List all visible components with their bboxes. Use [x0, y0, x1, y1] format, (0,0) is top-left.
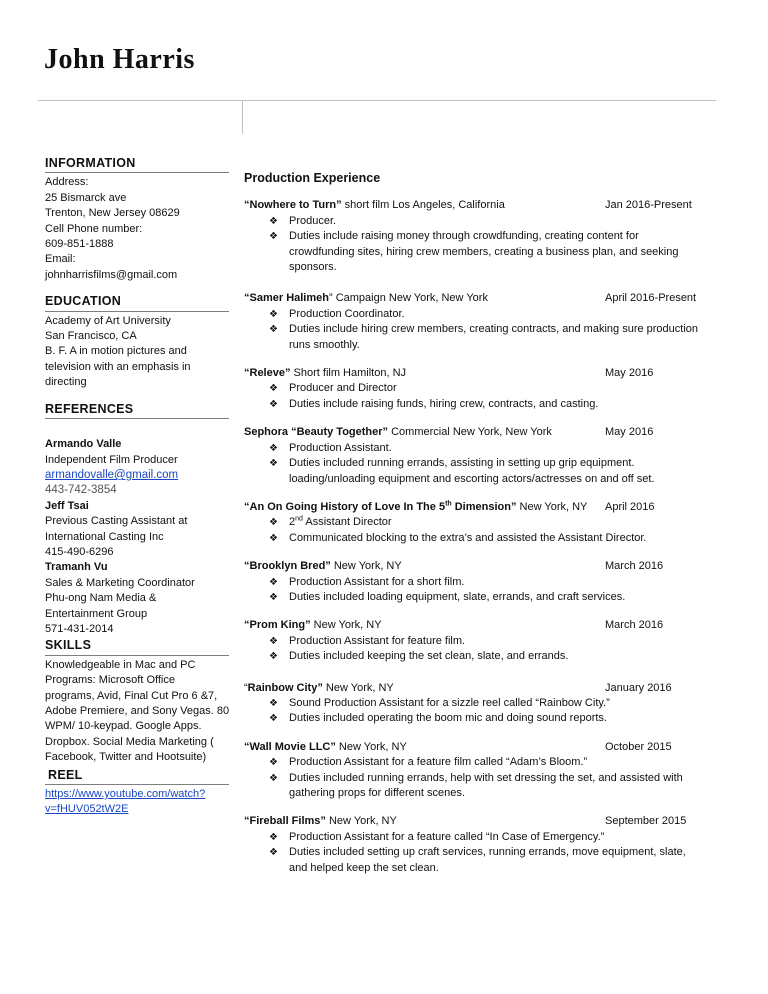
- bullet-line: Duties included setting up craft services, running errands, move equipment, slate,: [289, 846, 686, 859]
- job-location: New York, NY: [310, 619, 382, 632]
- job-location: New York, NY: [330, 560, 402, 573]
- job-heading: [244, 559, 724, 574]
- sidebar: [45, 156, 229, 818]
- job-location: ” Campaign New York, New York: [328, 292, 488, 305]
- job-title: “Releve”: [244, 367, 291, 380]
- job-bullet: [244, 307, 724, 322]
- job-title: “Prom King”: [244, 619, 311, 632]
- job-title-superscript: th: [445, 500, 452, 508]
- job-bullet: [244, 696, 724, 711]
- diamond-bullet-icon: ❖: [269, 772, 278, 784]
- reel-link-line[interactable]: v=fHUV052tW2E: [45, 803, 129, 816]
- diamond-bullet-icon: ❖: [269, 308, 278, 320]
- job-title: “Brooklyn Bred”: [244, 560, 331, 573]
- education-heading: EDUCATION: [45, 294, 229, 311]
- info-line: johnharrisfilms@gmail.com: [45, 268, 178, 281]
- diamond-bullet-icon: ❖: [269, 517, 278, 529]
- skills-line: programs, Avid, Final Cut Pro 6 &7,: [45, 689, 218, 702]
- job-heading: [244, 366, 724, 381]
- skills-line: Knowledgeable in Mac and PC: [45, 658, 196, 671]
- job-bullet: [244, 771, 724, 802]
- bullet-line: Duties included running errands, assisting in setting up grip equipment.: [289, 457, 635, 470]
- job-heading: [244, 425, 724, 440]
- bullet-line: Duties include raising money through crowdfunding, creating content for: [289, 230, 639, 243]
- job-date: Jan 2016-Present: [605, 199, 692, 212]
- job-heading: [244, 814, 724, 829]
- job-bullet: [244, 845, 724, 876]
- job-entry: [244, 425, 724, 487]
- bullet-line: Sound Production Assistant for a sizzle reel called “Rainbow City.”: [289, 696, 610, 709]
- bullet-line: loading/unloading equipment and escorting actors/actresses on and off set.: [289, 472, 655, 485]
- job-heading: [244, 618, 724, 633]
- diamond-bullet-icon: ❖: [269, 576, 278, 588]
- edu-line: B. F. A in motion pictures and: [45, 345, 187, 358]
- reference-email-link[interactable]: armandovalle@gmail.com: [45, 468, 179, 481]
- job-date: May 2016: [605, 426, 654, 439]
- job-list: [244, 198, 724, 876]
- bullet-line: Production Assistant.: [289, 441, 392, 454]
- job-title: Rainbow City”: [247, 681, 323, 694]
- bullet-line: Duties included operating the boom mic and doing sound reports.: [289, 712, 607, 725]
- bullet-line: Producer.: [289, 214, 337, 227]
- job-heading: [244, 681, 724, 696]
- diamond-bullet-icon: ❖: [269, 215, 278, 227]
- job-bullet: [244, 531, 724, 546]
- bullet-line: gathering props for different scenes.: [289, 787, 465, 799]
- job-bullet: [244, 397, 724, 412]
- job-date: April 2016-Present: [605, 292, 697, 305]
- diamond-bullet-icon: ❖: [269, 713, 278, 725]
- job-date: April 2016: [605, 500, 655, 513]
- diamond-bullet-icon: ❖: [269, 651, 278, 663]
- job-bullet: [244, 590, 724, 605]
- job-heading: [244, 740, 724, 755]
- references-heading: REFERENCES: [45, 402, 229, 419]
- job-bullet: [244, 322, 724, 353]
- info-line: Address:: [45, 176, 89, 189]
- skills-section: [45, 658, 229, 766]
- job-entry: [244, 681, 724, 727]
- diamond-bullet-icon: ❖: [269, 847, 278, 859]
- reel-heading: REEL: [45, 768, 229, 785]
- job-entry: [244, 198, 724, 275]
- bullet-line: Duties included running errands, help with set dressing the set, and assisted with: [289, 771, 683, 784]
- info-line: 609-851-1888: [45, 238, 114, 251]
- education-section: [45, 314, 229, 391]
- job-bullet: [244, 755, 724, 770]
- info-line: Email:: [45, 253, 76, 266]
- job-title: “Samer Halimeh: [244, 292, 329, 305]
- section-title: Production Experience: [244, 171, 381, 185]
- job-date: January 2016: [605, 681, 672, 694]
- diamond-bullet-icon: ❖: [269, 757, 278, 769]
- job-bullet: [244, 441, 724, 456]
- job-location: New York, NY: [322, 681, 394, 694]
- job-bullet: [244, 381, 724, 396]
- job-date: October 2015: [605, 740, 672, 753]
- job-bullet: [244, 229, 724, 275]
- reference-phone: 415-490-6296: [45, 545, 114, 558]
- resume-name: John Harris: [44, 44, 195, 75]
- diamond-bullet-icon: ❖: [269, 532, 278, 544]
- job-bullet: [244, 634, 724, 649]
- skills-heading: SKILLS: [45, 638, 229, 655]
- info-line: Cell Phone number:: [45, 222, 143, 235]
- diamond-bullet-icon: ❖: [269, 635, 278, 647]
- job-bullet: [244, 830, 724, 845]
- job-location: New York, NY: [516, 500, 588, 513]
- job-title: “Wall Movie LLC”: [244, 740, 336, 753]
- diamond-bullet-icon: ❖: [269, 324, 278, 336]
- column-divider: [242, 100, 243, 134]
- edu-line: Academy of Art University: [45, 314, 171, 327]
- job-entry: [244, 559, 724, 605]
- job-location: Commercial New York, New York: [388, 426, 552, 439]
- bullet-line: Production Coordinator.: [289, 307, 405, 320]
- bullet-line: sponsors.: [289, 261, 337, 274]
- job-bullet: [244, 214, 724, 229]
- reel-link[interactable]: [45, 787, 229, 818]
- bullet-line: Duties include hiring crew members, creating contracts, and making sure production: [289, 323, 699, 336]
- bullet-line: 2nd Assistant Director: [289, 515, 392, 529]
- job-entry: [244, 814, 724, 876]
- info-line: Trenton, New Jersey 08629: [45, 207, 180, 220]
- job-date: September 2015: [605, 815, 687, 828]
- job-bullet: [244, 711, 724, 726]
- reference-title: Previous Casting Assistant at: [45, 515, 188, 528]
- reference-title: Sales & Marketing Coordinator: [45, 576, 195, 589]
- info-line: 25 Bismarck ave: [45, 191, 127, 204]
- job-location: Short film Hamilton, NJ: [290, 367, 407, 380]
- bullet-line: Production Assistant for feature film.: [289, 634, 466, 647]
- job-bullet: [244, 649, 724, 664]
- reference-name: Tramanh Vu: [45, 561, 108, 574]
- skills-line: Programs: Microsoft Office: [45, 674, 175, 687]
- job-date: March 2016: [605, 619, 664, 632]
- job-title: Sephora “Beauty Together”: [244, 426, 389, 439]
- bullet-line: Communicated blocking to the extra’s and assisted the Assistant Director.: [289, 531, 647, 544]
- edu-line: directing: [45, 376, 87, 389]
- reference-title: Independent Film Producer: [45, 453, 178, 466]
- reference-name: Jeff Tsai: [45, 499, 89, 512]
- diamond-bullet-icon: ❖: [269, 398, 278, 410]
- skills-line: Facebook, Twitter and Hootsuite): [45, 751, 207, 764]
- main-content: [244, 171, 724, 876]
- bullet-line: Production Assistant for a feature film called “Adam’s Bloom.”: [289, 756, 588, 769]
- diamond-bullet-icon: ❖: [269, 831, 278, 843]
- references-section: [45, 421, 229, 637]
- reference-phone: 443-742-3854: [45, 484, 117, 497]
- job-date: May 2016: [605, 367, 654, 380]
- skills-line: WPM/ 10-keypad. Google Apps.: [45, 720, 202, 733]
- job-location: short film Los Angeles, California: [341, 199, 505, 212]
- reference-phone: 571-431-2014: [45, 622, 114, 635]
- reference-title: Entertainment Group: [45, 607, 148, 620]
- bullet-line: Production Assistant for a feature called “In Case of Emergency.”: [289, 830, 605, 843]
- edu-line: San Francisco, CA: [45, 330, 137, 343]
- job-entry: [244, 366, 724, 412]
- job-title: “Fireball Films”: [244, 815, 326, 828]
- job-entry: [244, 291, 724, 353]
- job-title: “Nowhere to Turn”: [244, 199, 342, 212]
- job-heading: [244, 500, 724, 515]
- job-entry: [244, 618, 724, 664]
- bullet-line: runs smoothly.: [289, 338, 360, 351]
- bullet-line: Duties included loading equipment, slate, errands, and craft services.: [289, 590, 626, 603]
- information-section: [45, 175, 229, 283]
- job-date: March 2016: [605, 560, 664, 573]
- job-heading: [244, 291, 724, 306]
- reference-title: Phu-ong Nam Media &: [45, 592, 157, 605]
- skills-line: Adobe Premiere, and Sony Vegas. 80: [45, 705, 230, 717]
- header-divider: [38, 100, 716, 101]
- skills-line: Dropbox. Social Media Marketing (: [45, 735, 214, 748]
- bullet-line: Producer and Director: [289, 382, 397, 395]
- diamond-bullet-icon: ❖: [269, 383, 278, 395]
- job-location: New York, NY: [325, 815, 397, 828]
- diamond-bullet-icon: ❖: [269, 458, 278, 470]
- diamond-bullet-icon: ❖: [269, 442, 278, 454]
- bullet-line: Duties include raising funds, hiring crew, contracts, and casting.: [289, 397, 599, 410]
- diamond-bullet-icon: ❖: [269, 591, 278, 603]
- job-title-prefix: “: [244, 681, 248, 694]
- job-bullet: [244, 575, 724, 590]
- bullet-line: Duties included keeping the set clean, slate, and errands.: [289, 650, 569, 663]
- reference-title: International Casting Inc: [45, 530, 164, 543]
- job-entry: [244, 740, 724, 802]
- diamond-bullet-icon: ❖: [269, 697, 278, 709]
- bullet-line: Production Assistant for a short film.: [289, 575, 465, 588]
- diamond-bullet-icon: ❖: [269, 231, 278, 243]
- edu-line: television with an emphasis in: [45, 360, 191, 373]
- bullet-line: crowdfunding sites, hiring crew members, creating a business plan, and seeking: [289, 245, 679, 258]
- job-location: New York, NY: [335, 740, 407, 753]
- information-heading: INFORMATION: [45, 156, 229, 173]
- job-bullet: [244, 515, 724, 530]
- job-entry: [244, 500, 724, 546]
- bullet-line: and helped keep the set clean.: [289, 861, 439, 874]
- reference-name: Armando Valle: [45, 438, 122, 451]
- bullet-superscript: nd: [295, 515, 303, 523]
- job-heading: [244, 198, 724, 213]
- job-bullet: [244, 456, 724, 487]
- job-title: “An On Going History of Love In The 5th Dimension”: [244, 500, 517, 513]
- reel-link-line[interactable]: https://www.youtube.com/watch?: [45, 788, 206, 801]
